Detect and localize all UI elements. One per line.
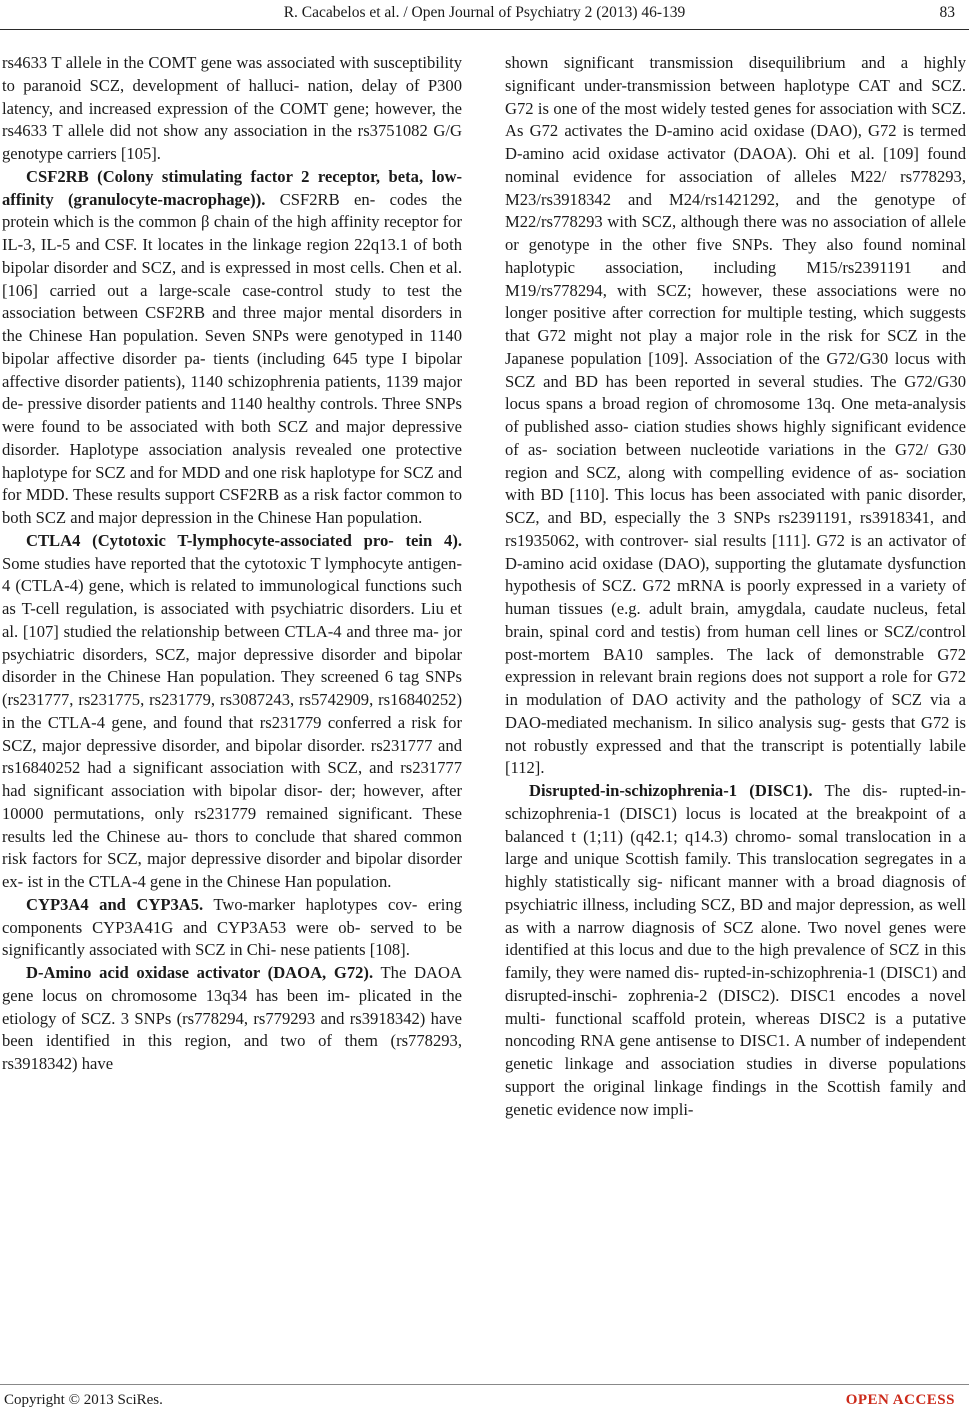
header-divider: [0, 29, 969, 30]
running-title: R. Cacabelos et al. / Open Journal of Psychiatry 2 (2013) 46-139: [283, 4, 686, 21]
section-heading-ctla4: CTLA4 (Cytotoxic T-lymphocyte-associated pro- tein 4).: [26, 530, 462, 550]
section-heading-disc1: Disrupted-in-schizophrenia-1 (DISC1).: [529, 781, 813, 800]
left-column: [2, 52, 462, 1076]
page-number: 83: [939, 4, 955, 21]
paragraph-ctla4: [2, 530, 462, 894]
paragraph-disc1: [505, 780, 966, 1121]
running-header: [0, 0, 969, 36]
paragraph-g72: shown significant transmission disequilibrium and a highly significant under-transmission between haplotype CAT and SCZ. G72 is one of the most widely tested genes for association with SCZ. As G72 activates the D-amino acid oxidase (DAO), G72 is termed D-amino acid oxidase activator (DAOA). Ohi et al. [109] found nominal evidence for association of alleles M22/ rs778293, M23/rs3918342 and M24/rs1421292, and the genotype of M22/rs778293 with SCZ, although there was no association of allele or genotype in the other five SNPs. They also found nominal haplotypic association, including M15/rs2391191 and M19/rs778294, with SCZ; however, these associations were no longer positive after correction for multiple testing, which suggests that G72 might not play a major role in the risk for SCZ in the Japanese population [109]. Association of the G72/G30 locus with SCZ and BD has been reported in several studies. The G72/G30 locus spans a broad region of chromosome 13q. One meta-analysis of published asso- ciation studies shows highly significant evidence of as- sociation between nucleotide variations in the G72/ G30 region and SCZ, along with compelling evidence of as- sociation with BD [110]. This locus has been associated with panic disorder, SCZ, and BD, especially the 3 SNPs rs2391191, rs3918341, and rs1935062, with controver- sial results [111]. G72 is an activator of D-amino acid oxidase (DAO), supporting the glutamate dysfunction hypothesis of SCZ. G72 mRNA is poorly expressed in a variety of human tissues (e.g. adult brain, amygdala, caudate nucleus, fetal brain, spinal cord and testis) from human cell lines or SCZ/control post-mortem BA10 samples. The lack of demonstrable G72 expression in relevant brain regions does not support a role for G72 in modulation of DAO activity and the pathology of SCZ via a DAO-mediated mechanism. In silico analysis sug- gests that G72 is not robustly expressed and that the transcript is potentially labile [112].: [505, 53, 966, 778]
section-heading-cyp3a4: CYP3A4 and CYP3A5.: [26, 894, 204, 914]
page-footer: [4, 1392, 955, 1412]
paragraph-body-cyp3a4: Two-marker haplotypes cov- ering components CYP3A41G and CYP3A53 were ob- served to be significantly associated with SCZ in Chi- nese patients [108].: [2, 894, 463, 960]
paragraph-body-daoa: The DAOA gene locus on chromosome 13q34 has been im- plicated in the etiology of SCZ. 3 SNPs (rs778294, rs779293 and rs3918342) have been identified in this region, and two of them (rs778293, rs3918342) have: [2, 963, 463, 1073]
section-heading-csf2rb: CSF2RB (Colony stimulating factor 2 receptor, beta, low-affinity (granulocyte-macrophage)).: [2, 166, 462, 209]
paragraph-body-disc1: The dis- rupted-in-schizophrenia-1 (DISC1) locus is located at the breakpoint of a balanced t (1;11) (q42.1; q14.3) chromo- somal translocation in a large and unique Scottish family. This translocation segregates in a highly statistically sig- nificant manner with a broad diagnosis of psychiatric illness, including SCZ, BD and major depression, as well as with a narrow diagnosis of SCZ alone. Two novel genes were identified at this locus and due to the high prevalence of SCZ in this family, they were named dis- rupted-in-schizophrenia-1 (DISC1) and disrupted-inschi- zophrenia-2 (DISC2). DISC1 encodes a novel multi- functional scaffold protein, whereas DISC2 is a putative noncoding RNA gene antisense to DISC1. A number of independent genetic linkage and association studies in diverse populations support the original linkage findings in the Scottish family and genetic evidence now impli-: [505, 781, 966, 1119]
paragraph-body-ctla4: Some studies have reported that the cytotoxic T lymphocyte antigen-4 (CTLA-4) gene, which is related to immunological functions such as T-cell regulation, is associated with psychiatric disorders. Liu et al. [107] studied the relationship between CTLA-4 and three ma- jor psychiatric disorders, SCZ, major depressive disorder and bipolar disorder in the Chinese Han population. They screened 6 tag SNPs (rs231777, rs231775, rs231779, rs3087243, rs5742909, rs16840252) in the CTLA-4 gene, and found that rs231779 conferred a risk for SCZ, major depressive disorder, and bipolar disorder. rs231777 and rs16840252 had a significant association with SCZ, and rs231777 had significant association with bipolar disor- der; however, after 10000 permutations, only rs231779 remained significant. These results led the Chinese au- thors to conclude that shared common risk factors for SCZ, major depressive disorder and bipolar disorder ex- ist in the CTLA-4 gene in the Chinese Han population.: [2, 553, 462, 891]
copyright-notice: Copyright © 2013 SciRes.: [4, 1392, 163, 1408]
paragraph-cyp3a4: [2, 894, 462, 962]
paragraph-comt: rs4633 T allele in the COMT gene was associated with susceptibility to paranoid SCZ, development of halluci- nation, delay of P300 latency, and increased expression of the COMT gene; however, the rs4633 T allele did not show any association in the rs3751082 G/G genotype carriers [105].: [2, 53, 462, 163]
paragraph-daoa: [2, 962, 462, 1076]
paragraph-csf2rb: [2, 166, 462, 530]
right-column: [505, 52, 966, 1121]
paragraph-body-csf2rb: CSF2RB en- codes the protein which is the common β chain of the high affinity receptor for IL-3, IL-5 and CSF. It locates in the linkage region 22q13.1 of both bipolar disorder and SCZ, and is expressed in most cells. Chen et al. [106] carried out a large-scale case-control study to test the association between CSF2RB and three major mental disorders in the Chinese Han population. Seven SNPs were genotyped in 1140 bipolar affective disorder pa- tients (including 645 type I bipolar affective disorder patients), 1140 schizophrenia patients, 1139 major de- pressive disorder patients and 1140 healthy controls. Three SNPs were found to be associated with both SCZ and major depressive disorder. Haplotype association analysis revealed one protective haplotype for SCZ and for MDD and one risk haplotype for SCZ and for MDD. These results support CSF2RB as a risk factor common to both SCZ and major depression in the Chinese Han population.: [2, 189, 462, 527]
open-access-label: OPEN ACCESS: [845, 1392, 955, 1408]
section-heading-daoa: D-Amino acid oxidase activator (DAOA, G72).: [26, 963, 374, 982]
footer-divider: [0, 1384, 969, 1385]
